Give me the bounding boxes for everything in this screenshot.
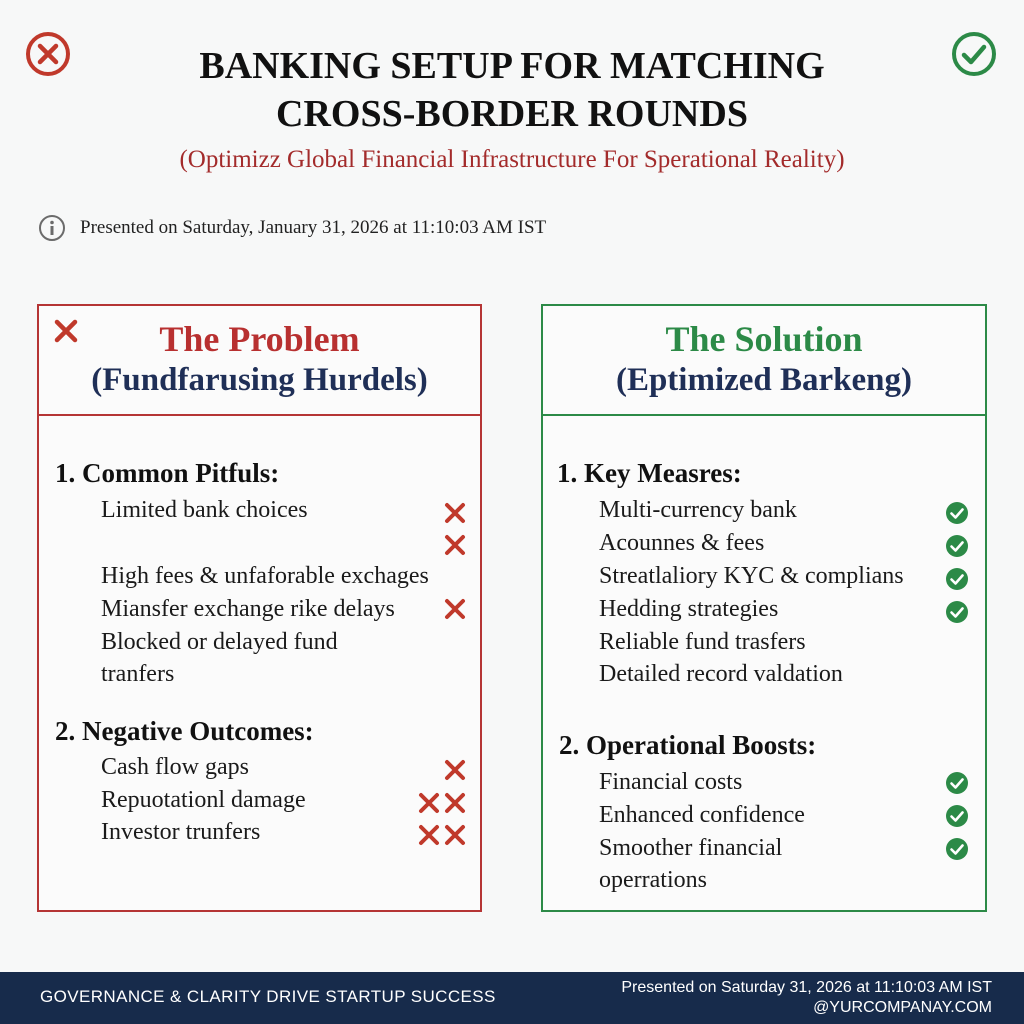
- check-circle-icon: [945, 837, 969, 861]
- check-circle-icon: [945, 771, 969, 795]
- x-icon: [443, 597, 467, 621]
- x-icon: [443, 501, 467, 525]
- presented-line: [38, 214, 546, 242]
- solution-item: Enhanced confidence: [599, 802, 805, 828]
- solution-item: operrations: [599, 867, 707, 893]
- presented-text: Presented on Saturday, January 31, 2026 at 11:10:03 AM IST: [80, 217, 547, 238]
- problem-title: The Problem: [159, 319, 360, 359]
- solution-header: [543, 306, 985, 416]
- check-circle-icon: [945, 567, 969, 591]
- page-title: [0, 42, 1024, 138]
- problem-item: High fees & unfaforable exchages: [101, 563, 429, 589]
- solution-item: Hedding strategies: [599, 596, 779, 622]
- solution-item: Multi-currency bank: [599, 497, 797, 523]
- solution-item: Acounnes & fees: [599, 530, 765, 556]
- problem-subtitle: (Fundfarusing Hurdels): [91, 362, 428, 398]
- problem-item: Investor trunfers: [101, 819, 261, 845]
- problem-item: tranfers: [101, 661, 175, 687]
- solution-item: Reliable fund trasfers: [599, 629, 806, 655]
- page-subtitle: (Optimizz Global Financial Infrastructure For Sperational Reality): [179, 146, 845, 173]
- title-line-1: BANKING SETUP FOR MATCHING: [199, 45, 825, 87]
- problem-section-1-title: 1. Common Pitfuls:: [55, 458, 280, 488]
- solution-item: Streatlaliory KYC & complians: [599, 563, 904, 589]
- solution-subtitle: (Eptimized Barkeng): [615, 362, 913, 398]
- problem-item: Limited bank choices: [101, 497, 308, 523]
- problem-item: Blocked or delayed fund: [101, 629, 338, 655]
- x-icon: [443, 533, 467, 557]
- check-circle-icon: [945, 600, 969, 624]
- footer-handle: @YURCOMPANAY.COM: [813, 999, 992, 1016]
- x-icon: [443, 791, 467, 815]
- problem-section-2-title: 2. Negative Outcomes:: [55, 716, 314, 746]
- x-icon: [417, 791, 441, 815]
- x-icon: [417, 823, 441, 847]
- solution-section-1-title: 1. Key Measres:: [557, 458, 742, 488]
- solution-panel: [541, 304, 987, 912]
- check-circle-icon: [945, 534, 969, 558]
- solution-title: The Solution: [665, 319, 863, 359]
- x-icon: [443, 758, 467, 782]
- footer-tagline: GOVERNANCE & CLARITY DRIVE STARTUP SUCCESS: [40, 987, 496, 1006]
- solution-item: Detailed record valdation: [599, 661, 843, 687]
- footer-presented: Presented on Saturday 31, 2026 at 11:10:03 AM IST: [621, 979, 992, 996]
- problem-panel: [37, 304, 482, 912]
- solution-item: Financial costs: [599, 769, 743, 795]
- x-icon: [443, 823, 467, 847]
- problem-item: Repuotationl damage: [101, 787, 306, 813]
- title-line-2: CROSS-BORDER ROUNDS: [276, 93, 748, 135]
- problem-item: Miansfer exchange rike delays: [101, 596, 395, 622]
- footer-bar: [0, 972, 1024, 1024]
- solution-section-2-title: 2. Operational Boosts:: [559, 730, 817, 760]
- info-icon: [38, 214, 66, 242]
- solution-item: Smoother financial: [599, 835, 783, 861]
- problem-header: [39, 306, 480, 416]
- problem-item: Cash flow gaps: [101, 754, 249, 780]
- check-circle-icon: [945, 501, 969, 525]
- check-circle-icon: [945, 804, 969, 828]
